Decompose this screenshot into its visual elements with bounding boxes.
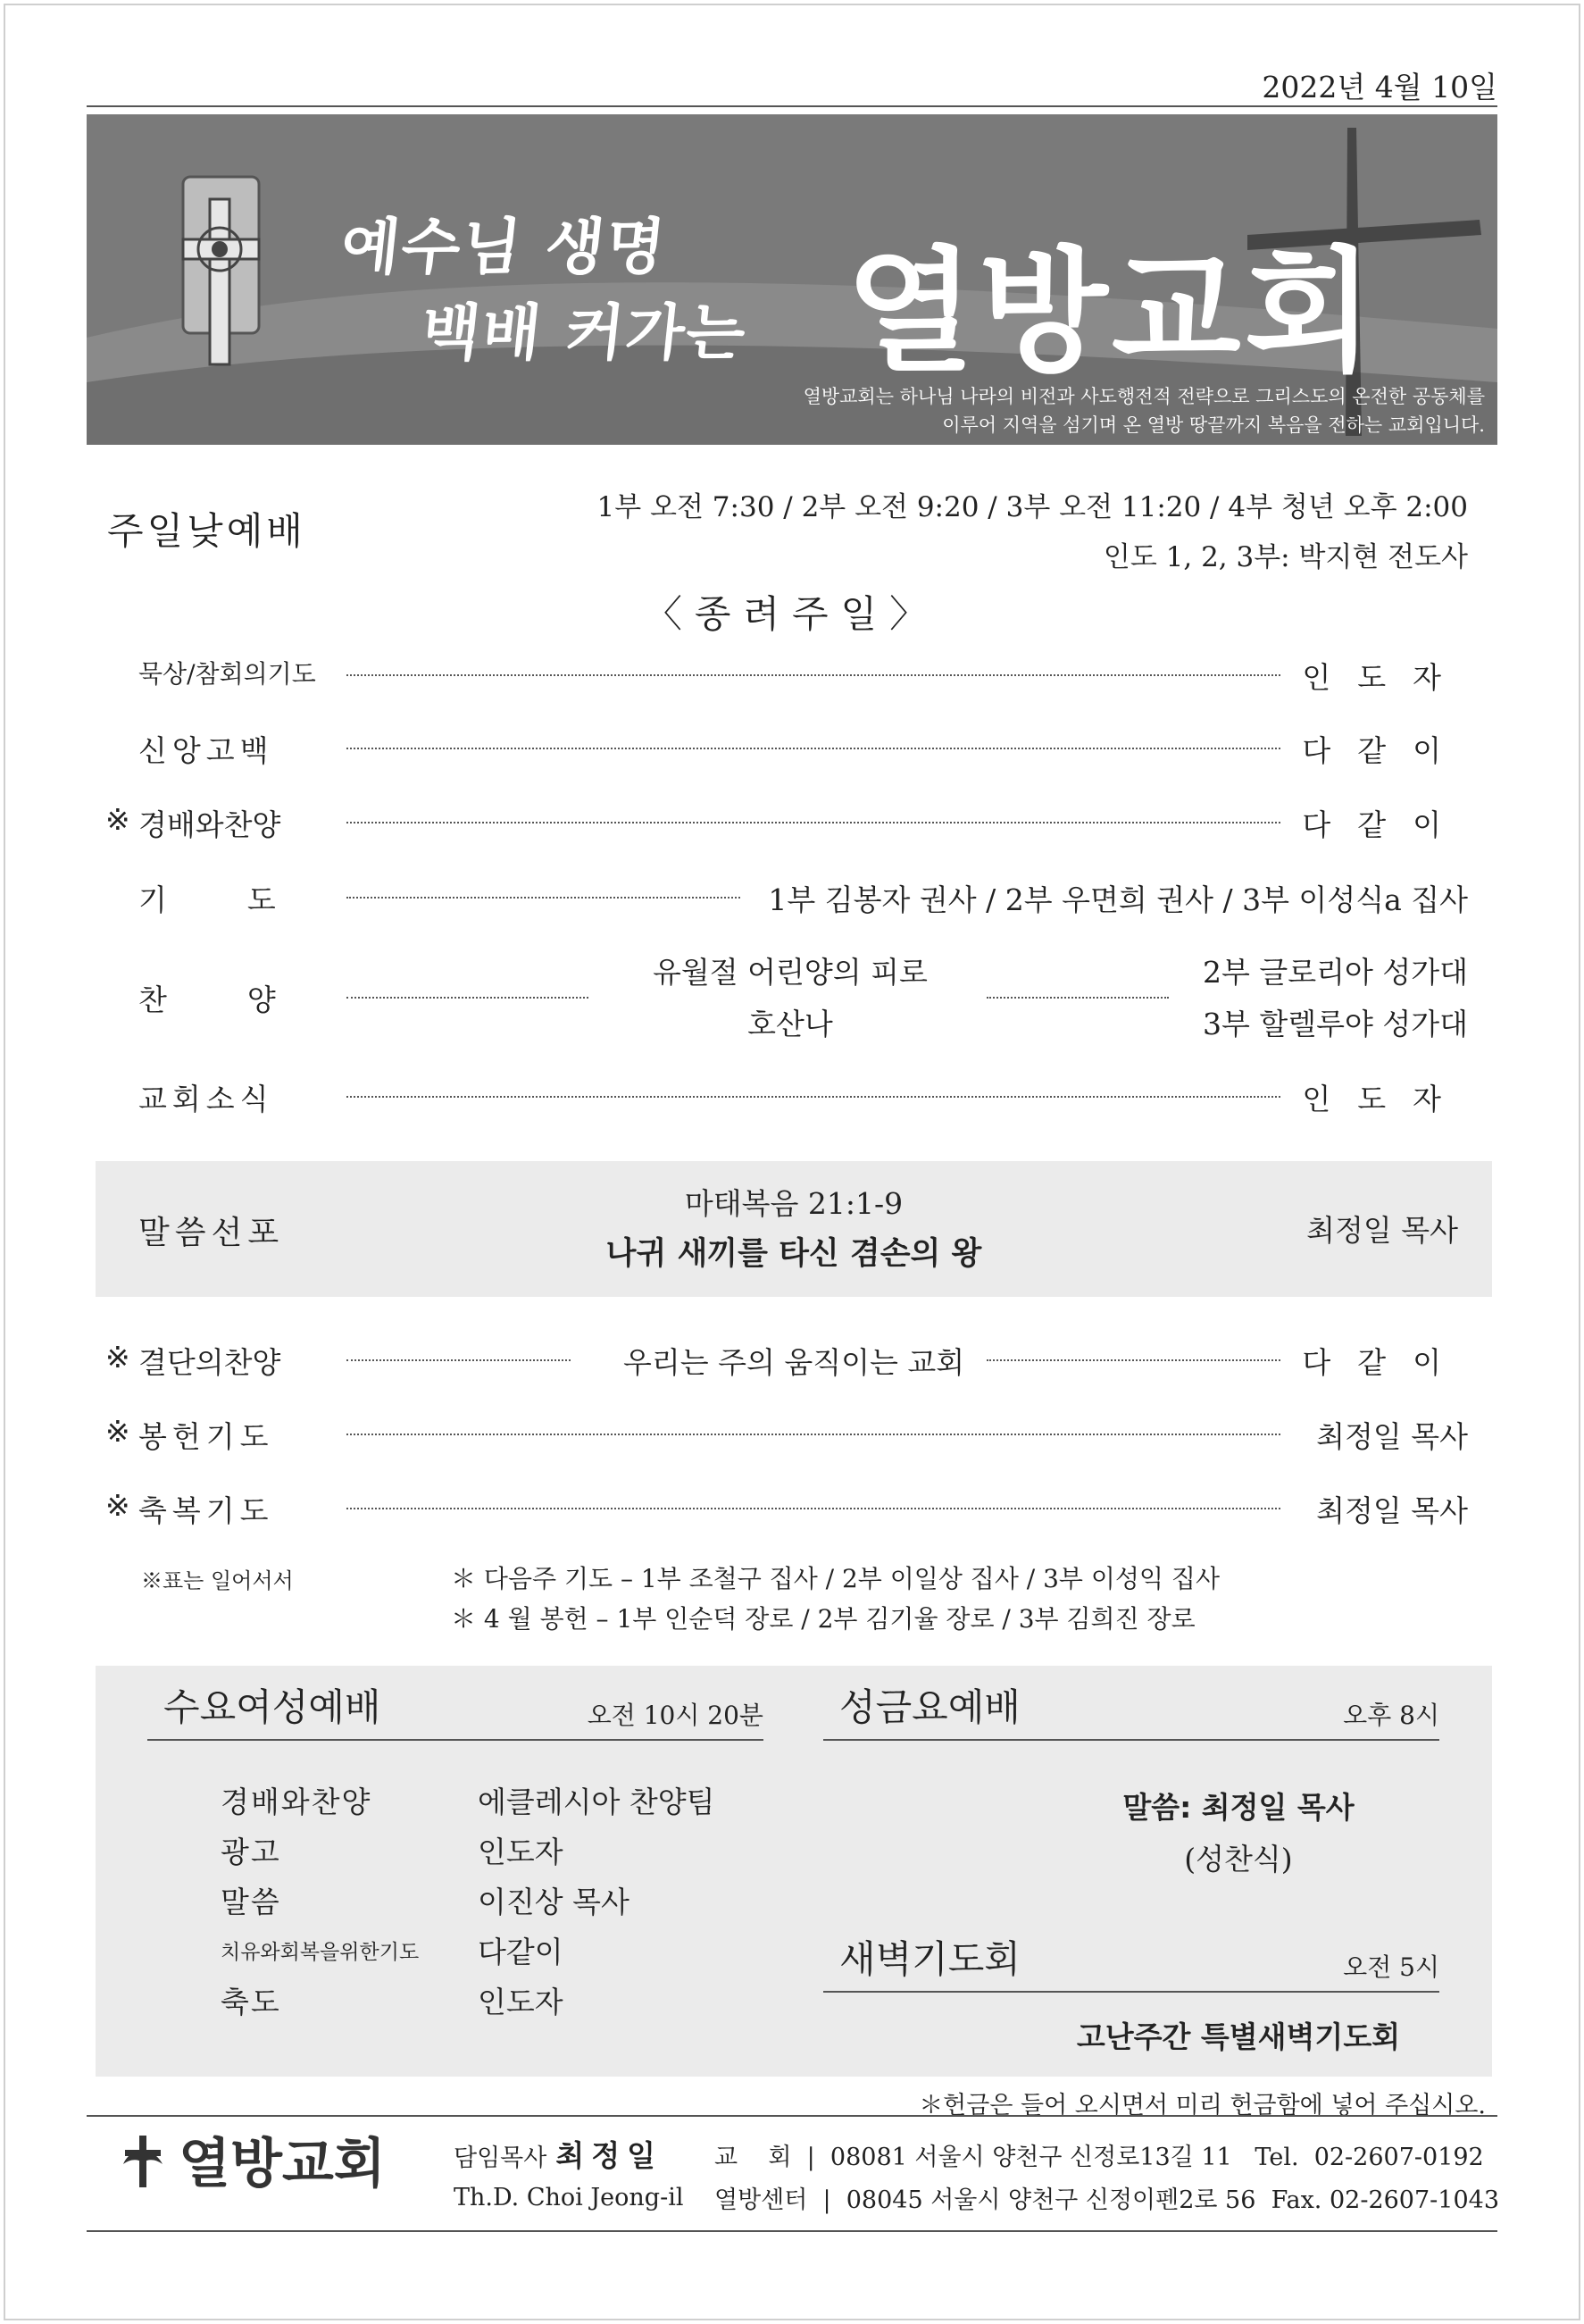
center-address: 열방센터 | 08045 서울시 양천구 신정이펜2로 56 Fax. 02-2607-1043 <box>714 2186 1499 2214</box>
program-item <box>221 1927 715 1977</box>
order-row-blessing <box>0 1488 1584 1551</box>
banner-slogan <box>328 205 760 377</box>
bulletin-date: 2022년 4월 10일 <box>1262 70 1497 104</box>
dot-leader <box>987 1359 1280 1361</box>
stand-mark: ※ <box>105 1414 130 1449</box>
dot-leader <box>346 1096 1280 1098</box>
dawn-body: 고난주간 특별새벽기도회 <box>1076 2019 1401 2054</box>
friday-sub: (성찬식) <box>1184 1842 1293 1877</box>
dot-leader <box>346 997 588 999</box>
pastor-info <box>454 2136 683 2218</box>
order-row-offering-prayer <box>0 1414 1584 1476</box>
order-label: 결단의찬양 <box>138 1345 281 1380</box>
dot-leader <box>346 1434 1280 1435</box>
footer-top-divider <box>87 2115 1497 2117</box>
wednesday-title: 수요여성예배 <box>163 1685 381 1729</box>
order-label: 기도 <box>138 882 356 917</box>
wednesday-program <box>221 1777 715 2027</box>
program-value: 에클레시아 찬양팀 <box>478 1785 715 1819</box>
dot-leader <box>346 748 1280 749</box>
service-leader: 인도 1, 2, 3부: 박지현 전도사 <box>1103 541 1468 573</box>
banner-desc-line1: 열방교회는 하나님 나라의 비전과 사도행전적 전략으로 그리스도의 온전한 공동체를 <box>803 386 1485 407</box>
order-right: 다같이 <box>1302 807 1468 842</box>
order-row-prayer <box>0 877 1584 940</box>
order-right: 인도자 <box>1302 660 1468 695</box>
order-row-news <box>0 1076 1584 1139</box>
order-label: 축복기도 <box>138 1493 274 1528</box>
dot-leader <box>346 897 740 899</box>
sermon-box <box>96 1161 1492 1297</box>
dot-leader <box>346 1359 571 1361</box>
header-banner <box>87 114 1497 445</box>
program-item <box>221 1827 715 1877</box>
hymn-title-1: 유월절 어린양의 피로 <box>653 955 928 990</box>
friday-title: 성금요예배 <box>839 1685 1021 1729</box>
slogan-line1: 예수님 생명 <box>337 213 671 283</box>
wednesday-time: 오전 10시 20분 <box>587 1701 763 1730</box>
order-right: 다같이 <box>1302 733 1468 768</box>
sunday-service-times <box>597 482 1468 582</box>
program-key: 축도 <box>221 1985 281 2019</box>
sunday-service-title: 주일낮예배 <box>107 509 306 553</box>
wednesday-header <box>147 1685 763 1741</box>
friday-time: 오후 8시 <box>1343 1701 1439 1730</box>
sermon-title: 나귀 새끼를 타신 겸손의 왕 <box>605 1236 982 1272</box>
contact-info <box>714 2136 1499 2222</box>
friday-sermon: 말씀: 최정일 목사 <box>1122 1790 1355 1825</box>
program-item <box>221 1877 715 1927</box>
dot-leader <box>987 997 1169 999</box>
order-right: 다같이 <box>1302 1345 1468 1380</box>
hymn-choirs <box>1203 947 1468 1050</box>
program-value: 인도자 <box>478 1985 563 2019</box>
pastor-name: 최정일 <box>555 2138 663 2173</box>
footer-bottom-divider <box>87 2230 1497 2232</box>
friday-header <box>823 1685 1439 1741</box>
program-item <box>221 1777 715 1827</box>
slogan-line2: 백배 커가는 <box>417 298 751 369</box>
order-row-creed <box>0 728 1584 790</box>
dawn-title: 새벽기도회 <box>839 1937 1021 1981</box>
order-row-meditation <box>0 655 1584 717</box>
stand-mark: ※ <box>105 1488 130 1523</box>
banner-desc-line2: 이루어 지역을 섬기며 온 열방 땅끝까지 복음을 전하는 교회입니다. <box>942 414 1485 436</box>
stand-mark: ※ <box>105 1340 130 1375</box>
order-row-worship <box>0 802 1584 865</box>
dot-leader <box>346 822 1280 823</box>
stand-mark: ※ <box>105 802 130 837</box>
sermon-scripture: 마태복음 21:1-9 <box>684 1186 904 1221</box>
hymn-choir-1: 2부 글로리아 성가대 <box>1203 955 1468 990</box>
program-key: 말씀 <box>221 1885 281 1919</box>
hymn-title-2: 호산나 <box>747 1007 833 1041</box>
hymn-titles <box>647 947 933 1050</box>
hymn-choir-2: 3부 할렐루야 성가대 <box>1203 1007 1468 1041</box>
program-key: 광고 <box>221 1835 281 1869</box>
dot-leader <box>346 674 1280 676</box>
sermon-label: 말씀선포 <box>138 1215 285 1251</box>
program-value: 인도자 <box>478 1835 563 1869</box>
church-logo-icon <box>114 2128 171 2191</box>
footer-church-name: 열방교회 <box>179 2133 386 2195</box>
banner-church-name: 열방교회 <box>846 235 1378 390</box>
response-hymn: 우리는 주의 움직이는 교회 <box>623 1345 965 1380</box>
order-row-response <box>0 1340 1584 1402</box>
offering-note: ＊헌금은 들어 오시면서 미리 헌금함에 넣어 주십시오. <box>919 2092 1486 2119</box>
banner-description <box>804 382 1485 439</box>
order-right: 최정일 목사 <box>1316 1419 1468 1454</box>
pastor-role: 담임목사 <box>454 2144 547 2172</box>
dot-leader <box>346 1508 1280 1509</box>
order-label: 묵상/참회의기도 <box>138 659 316 689</box>
order-label: 교회소식 <box>138 1082 274 1116</box>
order-label: 봉헌기도 <box>138 1419 274 1454</box>
order-right: 최정일 목사 <box>1316 1493 1468 1528</box>
sermon-preacher: 최정일 목사 <box>1306 1213 1458 1248</box>
order-right: 1부 김봉자 권사 / 2부 우면희 권사 / 3부 이성식a 집사 <box>768 882 1468 917</box>
program-key: 경배와찬양 <box>221 1785 372 1819</box>
top-divider <box>87 105 1497 107</box>
friday-body <box>1024 1782 1453 1885</box>
weekly-services-box <box>96 1666 1492 2077</box>
stand-note: ※표는 일어서서 <box>141 1568 294 1593</box>
sunday-theme: 〈종려주일〉 <box>644 592 940 636</box>
dawn-time: 오전 5시 <box>1343 1952 1439 1982</box>
program-value: 이진상 목사 <box>478 1885 629 1919</box>
order-label: 경배와찬양 <box>138 807 281 842</box>
order-label: 찬양 <box>138 982 356 1017</box>
service-times-text: 1부 오전 7:30 / 2부 오전 9:20 / 3부 오전 11:20 / 4부 청년 오후 2:00 <box>596 491 1468 523</box>
program-item <box>221 1977 715 2027</box>
order-label: 신앙고백 <box>138 733 274 768</box>
program-value: 다같이 <box>478 1935 563 1969</box>
dawn-header <box>823 1937 1439 1993</box>
pastor-english-name: Th.D. Choi Jeong-il <box>454 2184 684 2211</box>
program-key: 치유와회복을위한기도 <box>221 1941 420 1964</box>
order-right: 인도자 <box>1302 1082 1468 1116</box>
prayer-notes <box>451 1559 1220 1639</box>
church-address: 교 회 | 08081 서울시 양천구 신정로13길 11 Tel. 02-2607-0192 <box>714 2144 1484 2171</box>
next-week-prayer: ＊ 다음주 기도 – 1부 조철구 집사 / 2부 이일상 집사 / 3부 이성익 집사 <box>451 1564 1221 1593</box>
april-offering: ＊ 4 월 봉헌 – 1부 인순덕 장로 / 2부 김기율 장로 / 3부 김희진 장로 <box>451 1604 1196 1634</box>
footer-logo <box>114 2121 386 2198</box>
